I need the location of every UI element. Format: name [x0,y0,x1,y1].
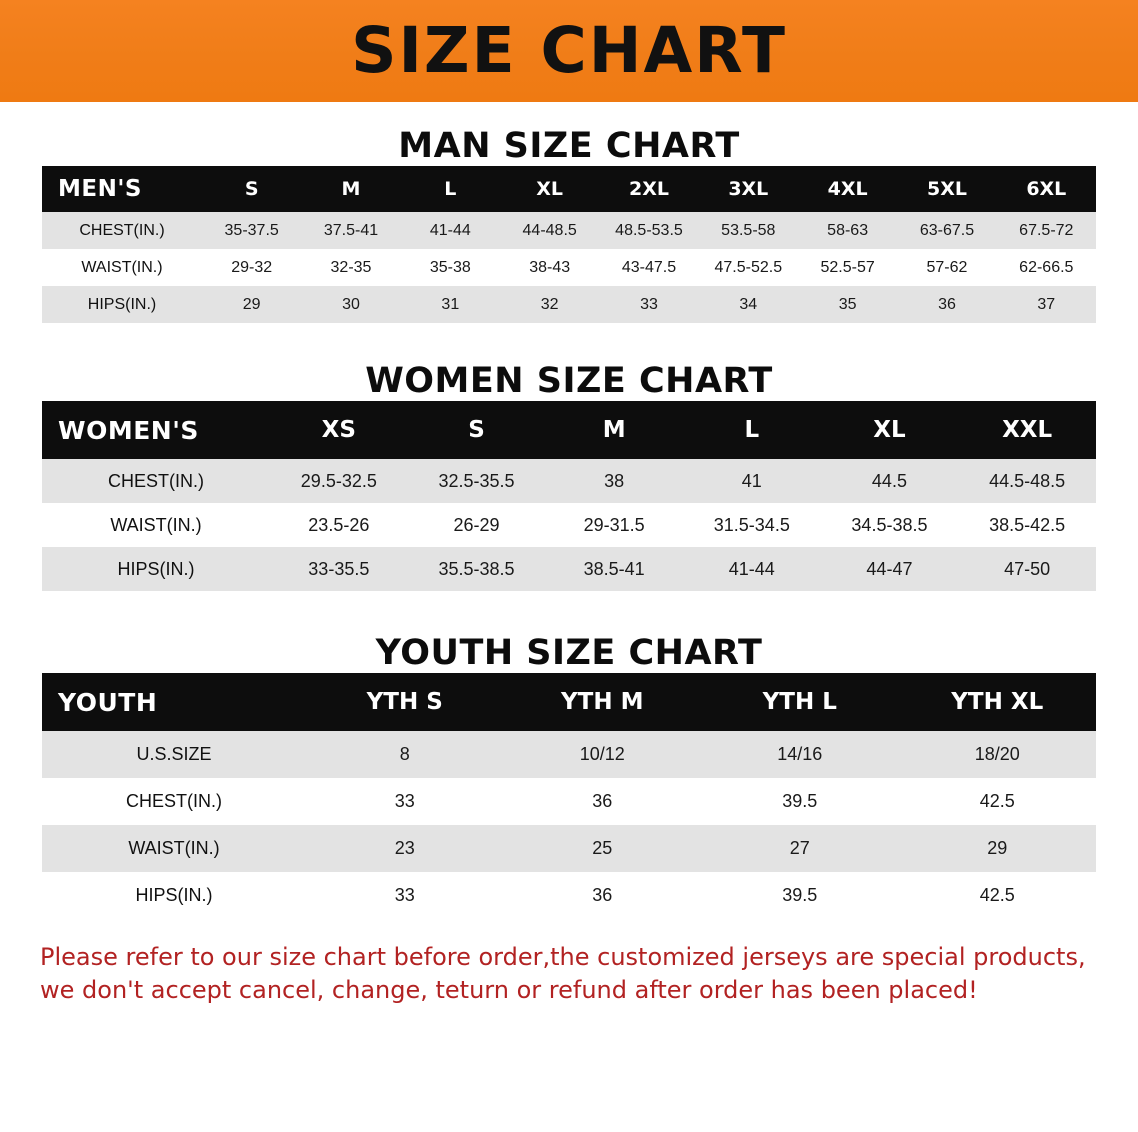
men-cell: 32-35 [301,249,400,286]
women-cell: 26-29 [408,503,546,547]
youth-size-table [42,673,1096,919]
men-column-header: 4XL [798,166,897,212]
youth-column-header: YTH S [306,673,504,731]
women-corner-label: WOMEN'S [42,401,270,459]
women-row-label: WAIST(IN.) [42,503,270,547]
men-column-header: L [401,166,500,212]
youth-table-wrapper [42,673,1096,919]
men-cell: 36 [897,286,996,323]
youth-table-head [42,673,1096,731]
women-table-wrapper [42,401,1096,591]
men-column-header: 3XL [699,166,798,212]
women-cell: 23.5-26 [270,503,408,547]
women-row-label: CHEST(IN.) [42,459,270,503]
men-column-header: XL [500,166,599,212]
men-cell: 62-66.5 [997,249,1096,286]
youth-cell: 36 [504,872,702,919]
youth-corner-label: YOUTH [42,673,306,731]
men-cell: 34 [699,286,798,323]
men-cell: 35-38 [401,249,500,286]
youth-cell: 25 [504,825,702,872]
table-row [42,286,1096,323]
table-row [42,872,1096,919]
men-corner-label: MEN'S [42,166,202,212]
table-row [42,731,1096,778]
youth-cell: 14/16 [701,731,899,778]
youth-column-header: YTH XL [899,673,1097,731]
men-table-head [42,166,1096,212]
page-banner [0,0,1138,102]
women-cell: 38 [545,459,683,503]
men-cell: 41-44 [401,212,500,249]
table-row [42,212,1096,249]
men-row-label: HIPS(IN.) [42,286,202,323]
women-cell: 29.5-32.5 [270,459,408,503]
youth-cell: 42.5 [899,778,1097,825]
men-header-row [42,166,1096,212]
men-cell: 30 [301,286,400,323]
youth-cell: 8 [306,731,504,778]
men-cell: 58-63 [798,212,897,249]
youth-row-label: U.S.SIZE [42,731,306,778]
women-cell: 41-44 [683,547,821,591]
women-column-header: XL [821,401,959,459]
men-row-label: WAIST(IN.) [42,249,202,286]
table-row [42,503,1096,547]
table-row [42,825,1096,872]
women-size-table [42,401,1096,591]
men-cell: 47.5-52.5 [699,249,798,286]
women-cell: 44.5 [821,459,959,503]
men-cell: 63-67.5 [897,212,996,249]
men-cell: 33 [599,286,698,323]
men-cell: 52.5-57 [798,249,897,286]
youth-row-label: HIPS(IN.) [42,872,306,919]
men-cell: 53.5-58 [699,212,798,249]
policy-note [40,941,1098,1007]
women-cell: 38.5-42.5 [958,503,1096,547]
youth-cell: 39.5 [701,872,899,919]
men-cell: 57-62 [897,249,996,286]
men-cell: 32 [500,286,599,323]
youth-cell: 27 [701,825,899,872]
page-title: SIZE CHART [351,13,787,87]
youth-cell: 33 [306,778,504,825]
man-section-heading: MAN SIZE CHART [398,126,740,166]
women-cell: 34.5-38.5 [821,503,959,547]
youth-column-header: YTH M [504,673,702,731]
youth-cell: 23 [306,825,504,872]
policy-note-line-1: Please refer to our size chart before order,the customized jerseys are special products, [40,943,1086,971]
women-cell: 47-50 [958,547,1096,591]
men-cell: 48.5-53.5 [599,212,698,249]
men-cell: 37.5-41 [301,212,400,249]
men-cell: 38-43 [500,249,599,286]
women-table-body [42,459,1096,591]
men-column-header: S [202,166,301,212]
women-cell: 44-47 [821,547,959,591]
men-cell: 43-47.5 [599,249,698,286]
women-column-header: M [545,401,683,459]
women-row-label: HIPS(IN.) [42,547,270,591]
youth-table-body [42,731,1096,919]
men-cell: 44-48.5 [500,212,599,249]
men-column-header: 6XL [997,166,1096,212]
women-cell: 35.5-38.5 [408,547,546,591]
youth-cell: 29 [899,825,1097,872]
youth-header-row [42,673,1096,731]
women-cell: 32.5-35.5 [408,459,546,503]
women-table-head [42,401,1096,459]
men-cell: 35 [798,286,897,323]
women-column-header: XS [270,401,408,459]
table-row [42,547,1096,591]
men-row-label: CHEST(IN.) [42,212,202,249]
men-column-header: M [301,166,400,212]
table-row [42,459,1096,503]
men-size-table [42,166,1096,323]
table-row [42,249,1096,286]
women-cell: 29-31.5 [545,503,683,547]
women-cell: 44.5-48.5 [958,459,1096,503]
women-column-header: XXL [958,401,1096,459]
men-column-header: 5XL [897,166,996,212]
policy-note-line-2: we don't accept cancel, change, teturn or refund after order has been placed! [40,976,978,1005]
men-cell: 67.5-72 [997,212,1096,249]
men-table-body [42,212,1096,323]
youth-row-label: CHEST(IN.) [42,778,306,825]
women-header-row [42,401,1096,459]
youth-cell: 39.5 [701,778,899,825]
women-cell: 31.5-34.5 [683,503,821,547]
youth-section-heading: YOUTH SIZE CHART [375,633,763,673]
men-cell: 35-37.5 [202,212,301,249]
youth-cell: 10/12 [504,731,702,778]
women-column-header: L [683,401,821,459]
women-column-header: S [408,401,546,459]
youth-row-label: WAIST(IN.) [42,825,306,872]
youth-cell: 36 [504,778,702,825]
man-table-wrapper [42,166,1096,323]
men-cell: 29 [202,286,301,323]
women-cell: 33-35.5 [270,547,408,591]
youth-cell: 33 [306,872,504,919]
table-row [42,778,1096,825]
men-cell: 31 [401,286,500,323]
men-cell: 37 [997,286,1096,323]
youth-column-header: YTH L [701,673,899,731]
youth-cell: 18/20 [899,731,1097,778]
youth-cell: 42.5 [899,872,1097,919]
women-section-heading: WOMEN SIZE CHART [365,361,773,401]
men-cell: 29-32 [202,249,301,286]
men-column-header: 2XL [599,166,698,212]
women-cell: 41 [683,459,821,503]
women-cell: 38.5-41 [545,547,683,591]
